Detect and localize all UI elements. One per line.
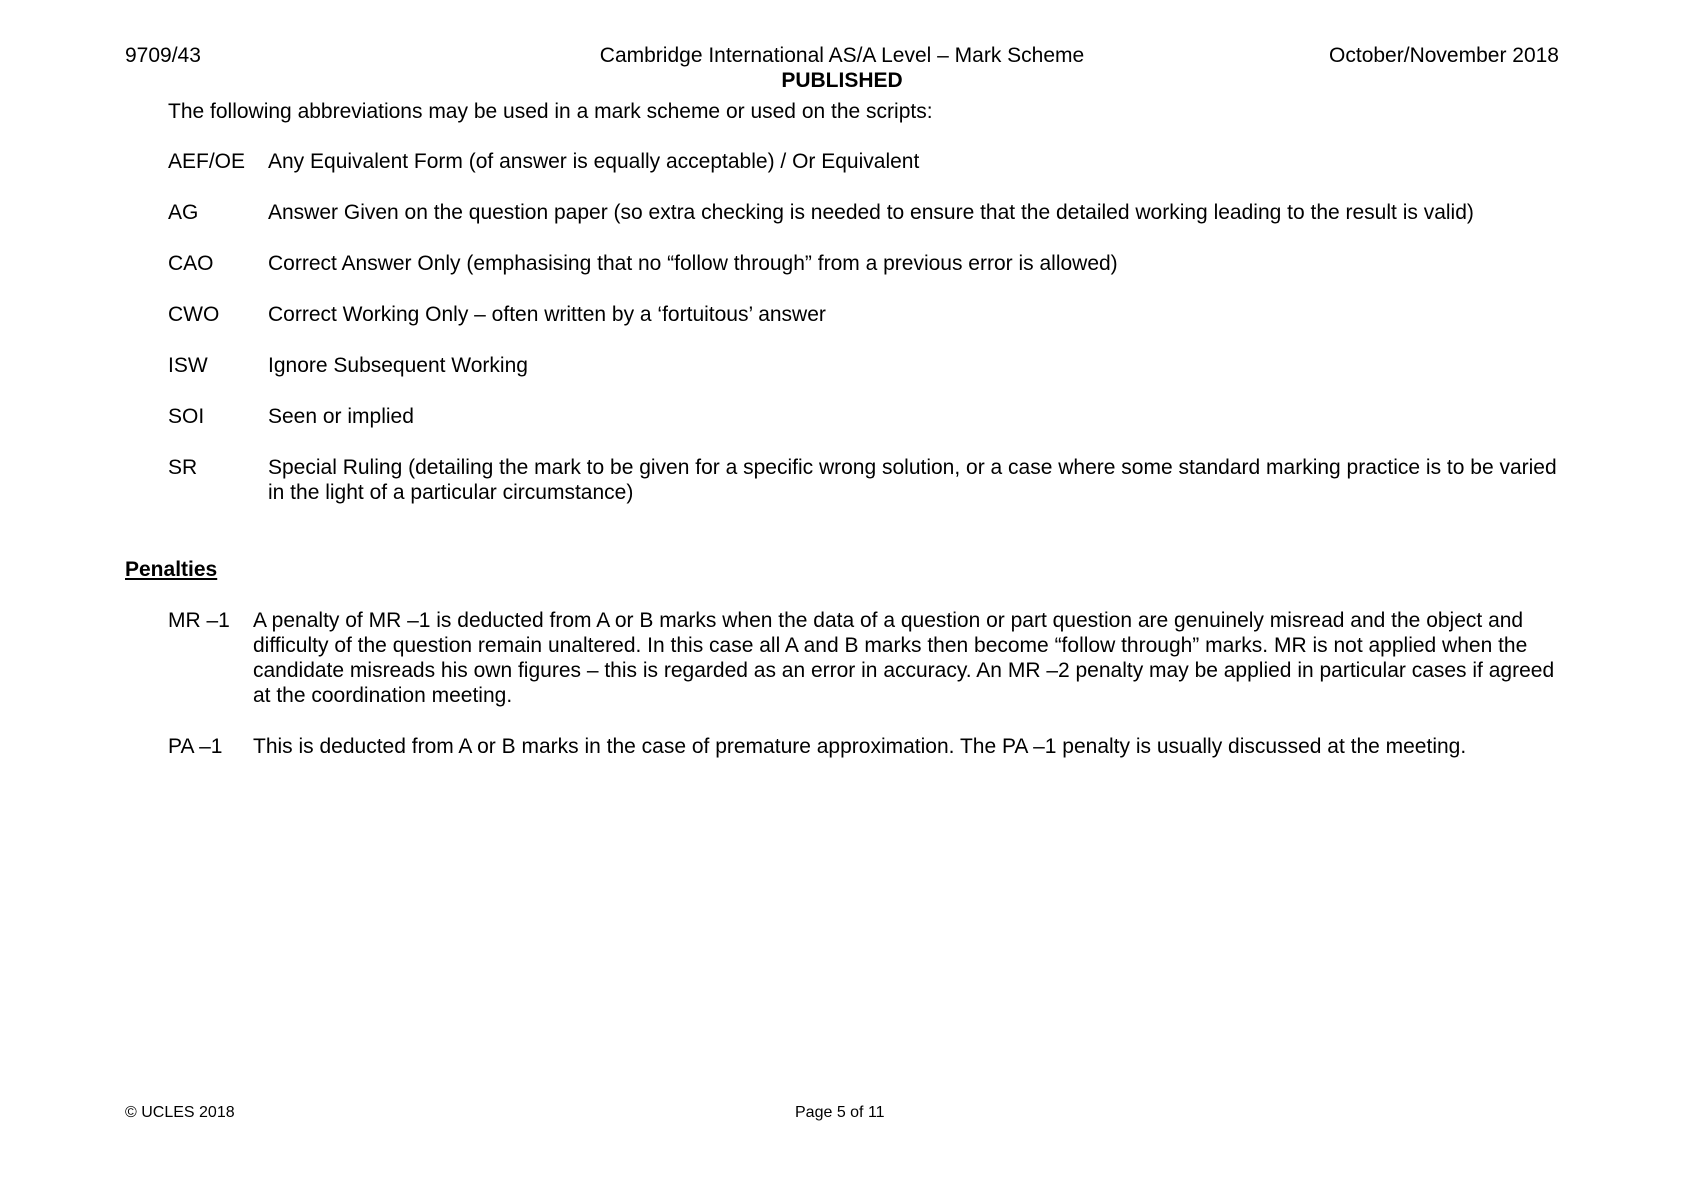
abbreviation-code: SOI bbox=[168, 405, 205, 428]
abbreviations-list bbox=[168, 149, 1568, 531]
abbreviations-intro: The following abbreviations may be used in a mark scheme or used on the scripts: bbox=[168, 100, 933, 123]
copyright-notice: © UCLES 2018 bbox=[125, 1104, 235, 1121]
paper-code: 9709/43 bbox=[125, 44, 201, 67]
abbreviation-definition: Seen or implied bbox=[268, 405, 414, 428]
penalty-row bbox=[168, 608, 1568, 708]
abbreviation-definition: Special Ruling (detailing the mark to be given for a specific wrong solution, or a case where some standard marking practice is to be varied in the light of a particular circumstance) bbox=[268, 456, 1557, 504]
penalty-description: A penalty of MR –1 is deducted from A or B marks when the data of a question or part question are genuinely misread and the object and difficulty of the question remain unaltered. In this case all A and B marks then become “follow through” marks. MR is not applied when the candidate misreads his own figures – this is regarded as an error in accuracy. An MR –2 penalty may be applied in particular cases if agreed at the coordination meeting. bbox=[253, 609, 1555, 707]
penalty-code: PA –1 bbox=[168, 735, 223, 758]
penalties-heading: Penalties bbox=[125, 558, 218, 581]
abbreviation-row bbox=[168, 251, 1568, 276]
exam-session: October/November 2018 bbox=[1329, 44, 1559, 67]
abbreviation-code: SR bbox=[168, 456, 198, 479]
page-header bbox=[125, 42, 1559, 70]
abbreviation-row bbox=[168, 302, 1568, 327]
abbreviation-row bbox=[168, 455, 1568, 505]
abbreviation-row bbox=[168, 404, 1568, 429]
published-label: PUBLISHED bbox=[781, 69, 903, 92]
penalty-description: This is deducted from A or B marks in the case of premature approximation. The PA –1 penalty is usually discussed at the meeting. bbox=[253, 735, 1467, 758]
abbreviation-code: CWO bbox=[168, 303, 220, 326]
abbreviation-code: CAO bbox=[168, 252, 214, 275]
abbreviation-definition: Any Equivalent Form (of answer is equally acceptable) / Or Equivalent bbox=[268, 150, 920, 173]
penalty-row bbox=[168, 734, 1568, 759]
page-number: Page 5 of 11 bbox=[795, 1104, 885, 1121]
penalties-list bbox=[168, 608, 1568, 785]
abbreviation-definition: Correct Answer Only (emphasising that no “follow through” from a previous error is allowed) bbox=[268, 252, 1118, 275]
abbreviation-code: AG bbox=[168, 201, 199, 224]
abbreviation-row bbox=[168, 149, 1568, 174]
abbreviation-definition: Ignore Subsequent Working bbox=[268, 354, 528, 377]
abbreviation-row bbox=[168, 200, 1568, 225]
document-title: Cambridge International AS/A Level – Mark Scheme bbox=[599, 44, 1085, 67]
abbreviation-definition: Answer Given on the question paper (so extra checking is needed to ensure that the detailed working leading to the result is valid) bbox=[268, 201, 1474, 224]
penalty-code: MR –1 bbox=[168, 609, 230, 632]
abbreviation-definition: Correct Working Only – often written by a ‘fortuitous’ answer bbox=[268, 303, 826, 326]
abbreviation-code: ISW bbox=[168, 354, 208, 377]
abbreviation-row bbox=[168, 353, 1568, 378]
abbreviation-code: AEF/OE bbox=[168, 150, 246, 173]
